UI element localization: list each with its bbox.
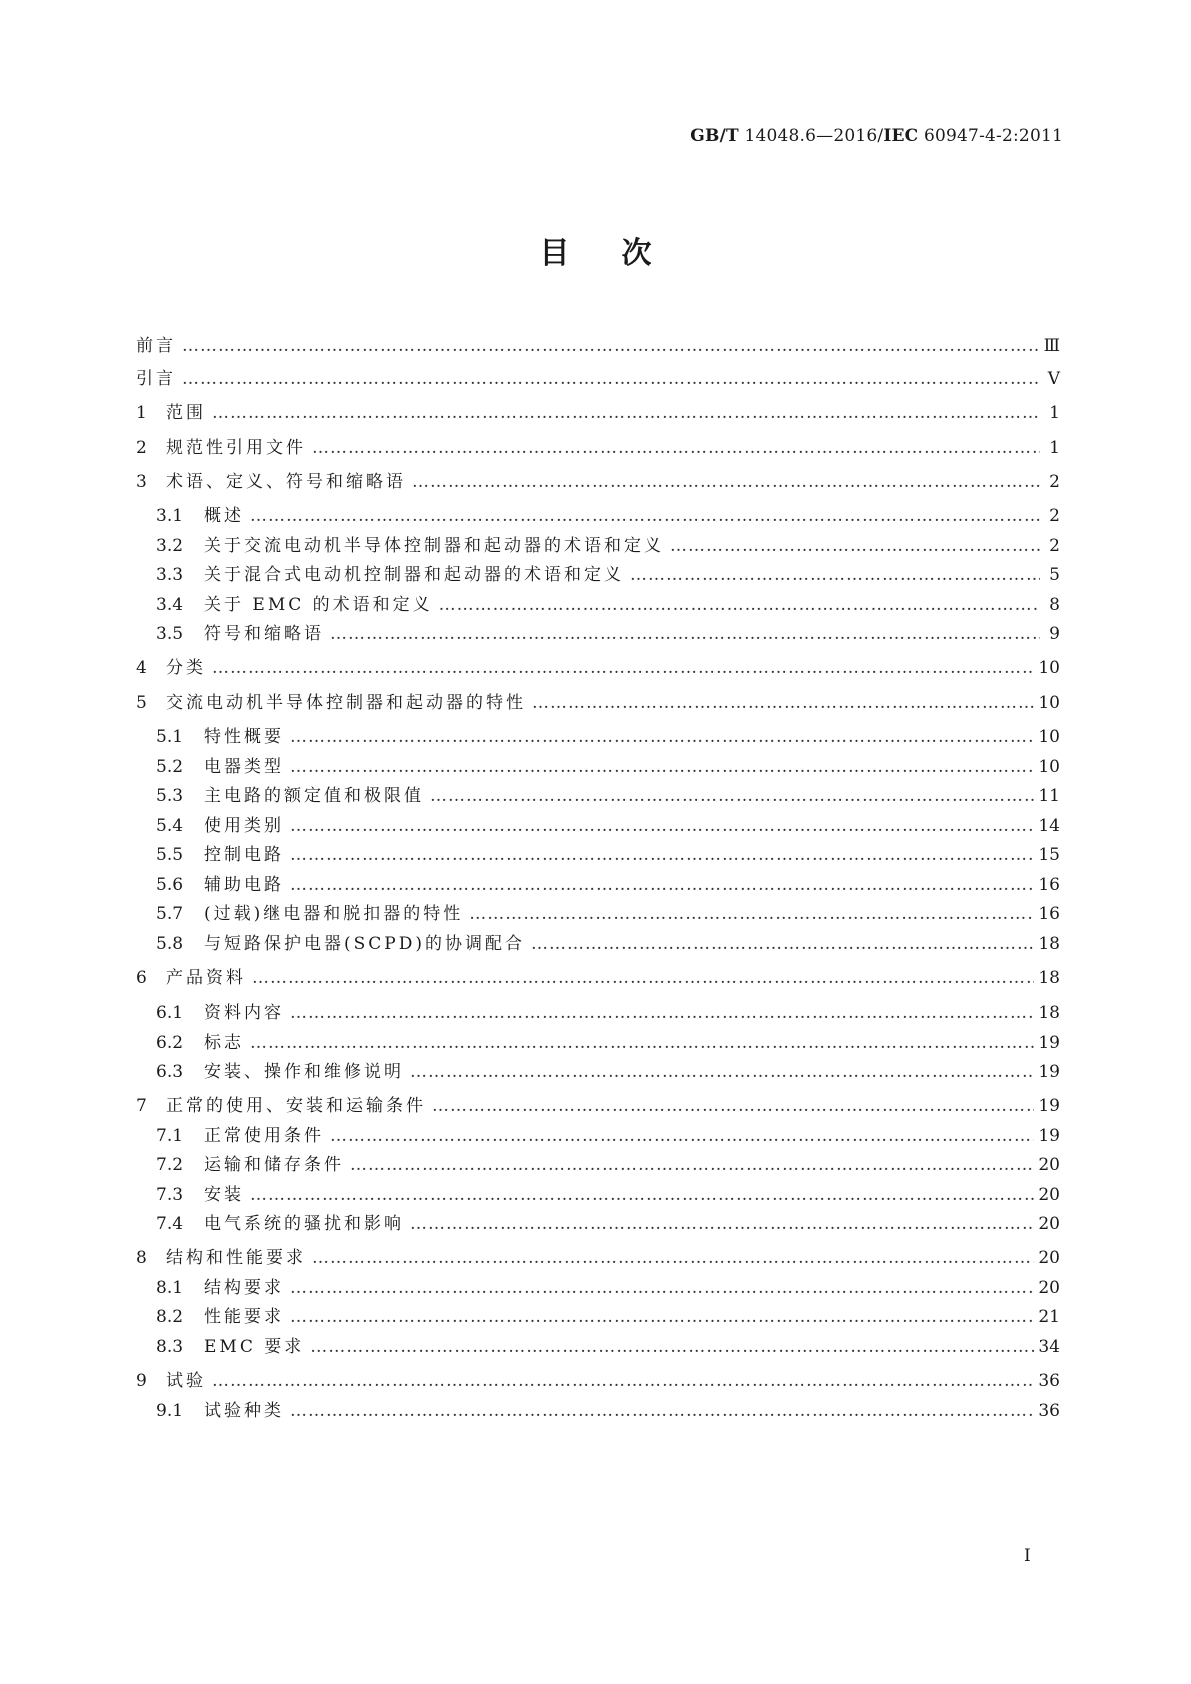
toc-entry-number: 9 — [136, 1371, 147, 1391]
toc-leader-dots — [290, 757, 1034, 777]
toc-leader-dots — [410, 1214, 1034, 1234]
toc-entry-page: 14 — [1038, 816, 1060, 836]
toc-entry[interactable] — [136, 1091, 1060, 1116]
toc-entry-page: 18 — [1038, 968, 1060, 988]
toc-leader-dots — [312, 438, 1040, 458]
toc-entry-number: 7 — [136, 1096, 147, 1116]
toc-entry-page: 10 — [1038, 658, 1060, 678]
toc-leader-dots — [350, 1155, 1034, 1175]
toc-entry[interactable] — [136, 1057, 1060, 1082]
toc-entry-label: 标志 — [204, 1033, 244, 1053]
toc-entry-label: 与短路保护电器(SCPD)的协调配合 — [204, 934, 525, 954]
toc-entry-page: 19 — [1038, 1096, 1060, 1116]
toc-entry[interactable] — [136, 331, 1060, 356]
toc-entry-page: 20 — [1038, 1248, 1060, 1268]
toc-entry-label: 特性概要 — [204, 727, 284, 747]
toc-entry-label: 引言 — [136, 369, 176, 389]
toc-entry[interactable] — [136, 899, 1060, 924]
toc-entry-page: 11 — [1038, 786, 1060, 806]
toc-entry-number: 5 — [136, 693, 147, 713]
toc-leader-dots — [290, 1003, 1034, 1023]
toc-entry[interactable] — [136, 1209, 1060, 1234]
toc-entry-page: 1 — [1049, 403, 1060, 423]
toc-leader-dots — [532, 693, 1034, 713]
toc-leader-dots — [670, 536, 1040, 556]
toc-entry-page: 18 — [1038, 1003, 1060, 1023]
toc-entry-label: 概述 — [204, 506, 244, 526]
toc-entry-number: 5.6 — [156, 875, 184, 895]
toc-leader-dots — [531, 934, 1034, 954]
toc-entry-label: 控制电路 — [204, 845, 284, 865]
toc-entry-number: 3.5 — [156, 624, 184, 644]
toc-entry-label: 正常的使用、安装和运输条件 — [166, 1096, 426, 1116]
toc-entry-page: 2 — [1049, 472, 1060, 492]
standard-code-iec: IEC — [883, 126, 919, 146]
toc-entry-number: 5.8 — [156, 934, 184, 954]
toc-entry-number: 5.3 — [156, 786, 184, 806]
toc-entry-label: 关于交流电动机半导体控制器和起动器的术语和定义 — [204, 536, 664, 556]
toc-entry-page: 2 — [1049, 506, 1060, 526]
toc-entry-page: 5 — [1049, 565, 1060, 585]
toc-entry-page: 19 — [1038, 1126, 1060, 1146]
toc-entry-label: 安装、操作和维修说明 — [204, 1062, 404, 1082]
toc-entry-label: 范围 — [166, 403, 206, 423]
toc-leader-dots — [290, 1278, 1034, 1298]
toc-entry-label: 安装 — [204, 1185, 244, 1205]
standard-code-iec-number: 60947-4-2:2011 — [918, 126, 1063, 146]
toc-entry[interactable] — [136, 653, 1060, 678]
standard-code — [690, 126, 1063, 146]
toc-entry-label: 正常使用条件 — [204, 1126, 324, 1146]
toc-entry-number: 6.1 — [156, 1003, 184, 1023]
toc-entry-label: 资料内容 — [204, 1003, 284, 1023]
toc-entry-page: 36 — [1038, 1371, 1060, 1391]
toc-entry[interactable] — [136, 840, 1060, 865]
toc-leader-dots — [310, 1337, 1034, 1357]
toc-leader-dots — [290, 816, 1034, 836]
toc-entry[interactable] — [136, 963, 1060, 988]
toc-entry-label: 产品资料 — [166, 968, 246, 988]
toc-entry[interactable] — [136, 560, 1060, 585]
toc-entry-page: 9 — [1049, 624, 1060, 644]
toc-entry-number: 3 — [136, 472, 147, 492]
toc-entry-page: 10 — [1038, 757, 1060, 777]
toc-leader-dots — [439, 595, 1040, 615]
toc-leader-dots — [312, 1248, 1034, 1268]
toc-leader-dots — [182, 369, 1040, 389]
toc-entry-label: 规范性引用文件 — [166, 438, 306, 458]
toc-entry-page: 21 — [1038, 1307, 1060, 1327]
toc-entry-label: 试验 — [166, 1371, 206, 1391]
toc-entry-number: 7.3 — [156, 1185, 184, 1205]
toc-leader-dots — [182, 336, 1040, 356]
toc-entry-number: 7.4 — [156, 1214, 184, 1234]
page-number: I — [1024, 1546, 1031, 1566]
toc-entry[interactable] — [136, 1273, 1060, 1298]
toc-entry[interactable] — [136, 1028, 1060, 1053]
toc-entry[interactable] — [136, 1332, 1060, 1357]
toc-entry-page: 19 — [1038, 1033, 1060, 1053]
toc-entry-label: 使用类别 — [204, 816, 284, 836]
toc-entry-number: 9.1 — [156, 1401, 184, 1421]
toc-entry[interactable] — [136, 590, 1060, 615]
toc-entry[interactable] — [136, 433, 1060, 458]
toc-entry[interactable] — [136, 870, 1060, 895]
toc-entry-label: 前言 — [136, 336, 176, 356]
toc-entry-page: 20 — [1038, 1214, 1060, 1234]
toc-entry-label: 关于混合式电动机控制器和起动器的术语和定义 — [204, 565, 624, 585]
toc-entry[interactable] — [136, 811, 1060, 836]
standard-code-prefix: GB/T — [690, 126, 739, 146]
toc-entry[interactable] — [136, 467, 1060, 492]
toc-entry-number: 5.4 — [156, 816, 184, 836]
toc-leader-dots — [250, 506, 1040, 526]
toc-entry-page: 20 — [1038, 1155, 1060, 1175]
toc-leader-dots — [290, 727, 1034, 747]
toc-entry-page: 36 — [1038, 1401, 1060, 1421]
toc-entry[interactable] — [136, 1180, 1060, 1205]
toc-entry-page: Ⅴ — [1047, 369, 1060, 389]
toc-entry-number: 3.3 — [156, 565, 184, 585]
toc-entry-page: 18 — [1038, 934, 1060, 954]
toc-entry-label: 交流电动机半导体控制器和起动器的特性 — [166, 693, 526, 713]
toc-entry[interactable] — [136, 1396, 1060, 1421]
toc-entry-page: 16 — [1038, 875, 1060, 895]
toc-entry-page: 16 — [1038, 904, 1060, 924]
toc-entry-page: 15 — [1038, 845, 1060, 865]
toc-entry-number: 5.5 — [156, 845, 184, 865]
toc-entry-number: 7.2 — [156, 1155, 184, 1175]
toc-entry-number: 6.3 — [156, 1062, 184, 1082]
toc-entry-label: 性能要求 — [204, 1307, 284, 1327]
toc-entry-page: Ⅲ — [1043, 336, 1060, 356]
toc-leader-dots — [410, 1062, 1034, 1082]
toc-entry-page: 10 — [1038, 727, 1060, 747]
toc-entry-page: 20 — [1038, 1185, 1060, 1205]
page-title: 目次 — [539, 236, 704, 271]
standard-code-number: 14048.6—2016/ — [738, 126, 884, 146]
toc-entry-number: 6 — [136, 968, 147, 988]
toc-entry-number: 4 — [136, 658, 147, 678]
toc-entry-label: 辅助电路 — [204, 875, 284, 895]
toc-leader-dots — [412, 472, 1040, 492]
toc-entry-page: 34 — [1038, 1337, 1060, 1357]
toc-leader-dots — [290, 845, 1034, 865]
toc-entry-label: 运输和储存条件 — [204, 1155, 344, 1175]
toc-entry[interactable] — [136, 1150, 1060, 1175]
toc-entry[interactable] — [136, 1302, 1060, 1327]
toc-leader-dots — [290, 1307, 1034, 1327]
toc-entry-number: 5.2 — [156, 757, 184, 777]
toc-entry-page: 1 — [1049, 438, 1060, 458]
toc-entry-label: 结构要求 — [204, 1278, 284, 1298]
toc-entry-page: 2 — [1049, 536, 1060, 556]
toc-entry-number: 5.7 — [156, 904, 184, 924]
toc-entry[interactable] — [136, 501, 1060, 526]
toc-entry-number: 2 — [136, 438, 147, 458]
toc-entry[interactable] — [136, 1366, 1060, 1391]
toc-entry-number: 8 — [136, 1248, 147, 1268]
toc-entry-label: 电气系统的骚扰和影响 — [204, 1214, 404, 1234]
toc-entry-number: 1 — [136, 403, 147, 423]
toc-leader-dots — [330, 624, 1040, 644]
toc-entry-label: 符号和缩略语 — [204, 624, 324, 644]
toc-leader-dots — [250, 1033, 1034, 1053]
toc-entry-label: (过载)继电器和脱扣器的特性 — [204, 904, 464, 924]
toc-entry-label: 分类 — [166, 658, 206, 678]
toc-entry-number: 8.3 — [156, 1337, 184, 1357]
toc-leader-dots — [469, 904, 1034, 924]
toc-entry-number: 8.2 — [156, 1307, 184, 1327]
toc-entry[interactable] — [136, 531, 1060, 556]
toc-leader-dots — [430, 786, 1034, 806]
toc-entry[interactable] — [136, 929, 1060, 954]
toc-leader-dots — [212, 658, 1034, 678]
toc-entry[interactable] — [136, 752, 1060, 777]
toc-entry-number: 3.1 — [156, 506, 184, 526]
toc-entry-number: 5.1 — [156, 727, 184, 747]
toc-leader-dots — [330, 1126, 1034, 1146]
toc-entry[interactable] — [136, 1121, 1060, 1146]
toc-entry[interactable] — [136, 364, 1060, 389]
toc-entry-label: 试验种类 — [204, 1401, 284, 1421]
toc-entry-number: 8.1 — [156, 1278, 184, 1298]
toc-leader-dots — [252, 968, 1034, 988]
toc-entry[interactable] — [136, 1243, 1060, 1268]
toc-entry[interactable] — [136, 781, 1060, 806]
toc-entry[interactable] — [136, 722, 1060, 747]
toc-entry-page: 10 — [1038, 693, 1060, 713]
toc-entry[interactable] — [136, 688, 1060, 713]
toc-leader-dots — [250, 1185, 1034, 1205]
table-of-contents — [136, 331, 1060, 1431]
toc-leader-dots — [212, 403, 1040, 423]
toc-entry-label: 结构和性能要求 — [166, 1248, 306, 1268]
toc-entry[interactable] — [136, 398, 1060, 423]
toc-entry-label: EMC 要求 — [204, 1337, 305, 1357]
toc-entry-number: 6.2 — [156, 1033, 184, 1053]
toc-entry[interactable] — [136, 619, 1060, 644]
toc-entry-label: 术语、定义、符号和缩略语 — [166, 472, 406, 492]
toc-leader-dots — [630, 565, 1040, 585]
toc-leader-dots — [290, 875, 1034, 895]
toc-entry-number: 3.2 — [156, 536, 184, 556]
toc-entry-page: 8 — [1049, 595, 1060, 615]
toc-leader-dots — [290, 1401, 1034, 1421]
toc-entry-label: 电器类型 — [204, 757, 284, 777]
toc-entry-number: 3.4 — [156, 595, 184, 615]
toc-entry-page: 19 — [1038, 1062, 1060, 1082]
toc-entry-label: 主电路的额定值和极限值 — [204, 786, 424, 806]
toc-leader-dots — [432, 1096, 1034, 1116]
toc-entry[interactable] — [136, 998, 1060, 1023]
toc-leader-dots — [212, 1371, 1034, 1391]
toc-entry-number: 7.1 — [156, 1126, 184, 1146]
toc-entry-page: 20 — [1038, 1278, 1060, 1298]
toc-entry-label: 关于 EMC 的术语和定义 — [204, 595, 433, 615]
